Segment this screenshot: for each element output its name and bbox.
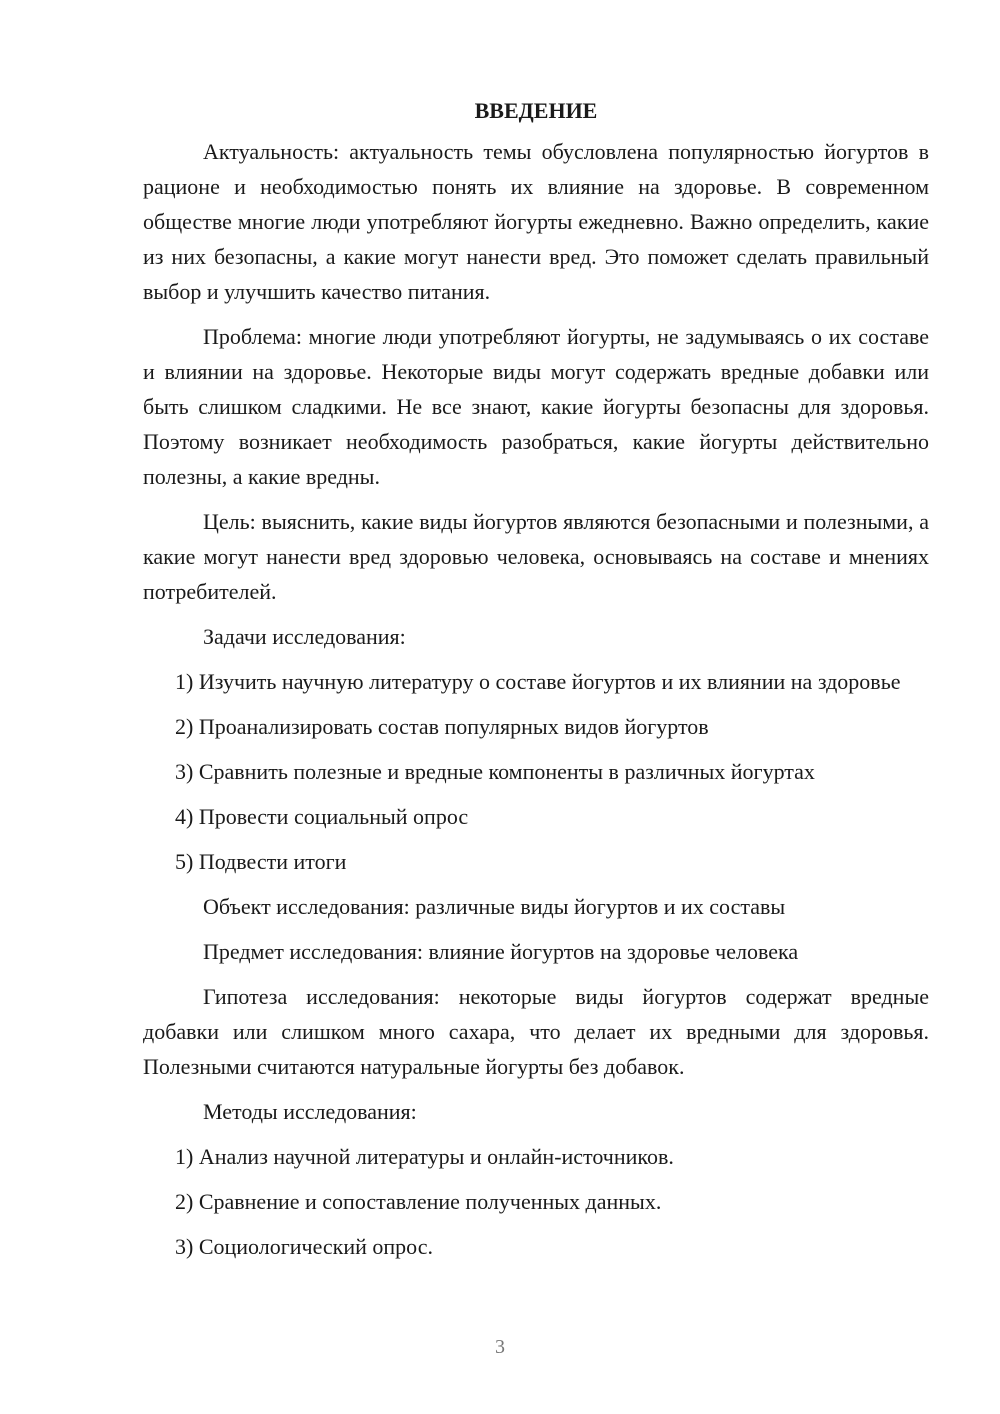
- task-item-5: 5) Подвести итоги: [175, 849, 347, 874]
- method-item-3: 3) Социологический опрос.: [175, 1234, 433, 1259]
- methods-heading: Методы исследования:: [203, 1099, 417, 1124]
- document-page: [143, 96, 929, 1274]
- relevance-paragraph: Актуальность: актуальность темы обусловлена популярностью йогуртов в рационе и необходимостью понять их влияние на здоровье. В современном обществе многие люди употребляют йогурты ежедневно. Важно определить, какие из них безопасны, а какие могут нанести вред. Это поможет сделать правильный выбор и улучшить качество питания.: [143, 139, 929, 304]
- method-item-1: 1) Анализ научной литературы и онлайн-источников.: [175, 1144, 674, 1169]
- problem-paragraph: Проблема: многие люди употребляют йогурты, не задумываясь о их составе и влиянии на здоровье. Некоторые виды могут содержать вредные добавки или быть слишком сладкими. Не все знают, какие йогурты безопасны для здоровья. Поэтому возникает необходимость разобраться, какие йогурты действительно полезны, а какие вредны.: [143, 324, 929, 489]
- task-item-4: 4) Провести социальный опрос: [175, 804, 469, 829]
- subject-line: Предмет исследования: влияние йогуртов на здоровье человека: [203, 939, 799, 964]
- page-title: ВВЕДЕНИЕ: [474, 98, 598, 123]
- method-item-2: 2) Сравнение и сопоставление полученных данных.: [175, 1189, 662, 1214]
- task-item-3: 3) Сравнить полезные и вредные компоненты в различных йогуртах: [175, 759, 815, 784]
- tasks-heading: Задачи исследования:: [203, 624, 406, 649]
- page-number: 3: [495, 1336, 505, 1358]
- object-line: Объект исследования: различные виды йогуртов и их составы: [203, 894, 786, 919]
- task-item-1: 1) Изучить научную литературу о составе йогуртов и их влиянии на здоровье: [175, 669, 901, 694]
- task-item-2: 2) Проанализировать состав популярных видов йогуртов: [175, 714, 709, 739]
- hypothesis-paragraph: Гипотеза исследования: некоторые виды йогуртов содержат вредные добавки или слишком много сахара, что делает их вредными для здоровья. Полезными считаются натуральные йогурты без добавок.: [143, 984, 929, 1079]
- goal-paragraph: Цель: выяснить, какие виды йогуртов являются безопасными и полезными, а какие могут нанести вред здоровью человека, основываясь на составе и мнениях потребителей.: [143, 509, 929, 604]
